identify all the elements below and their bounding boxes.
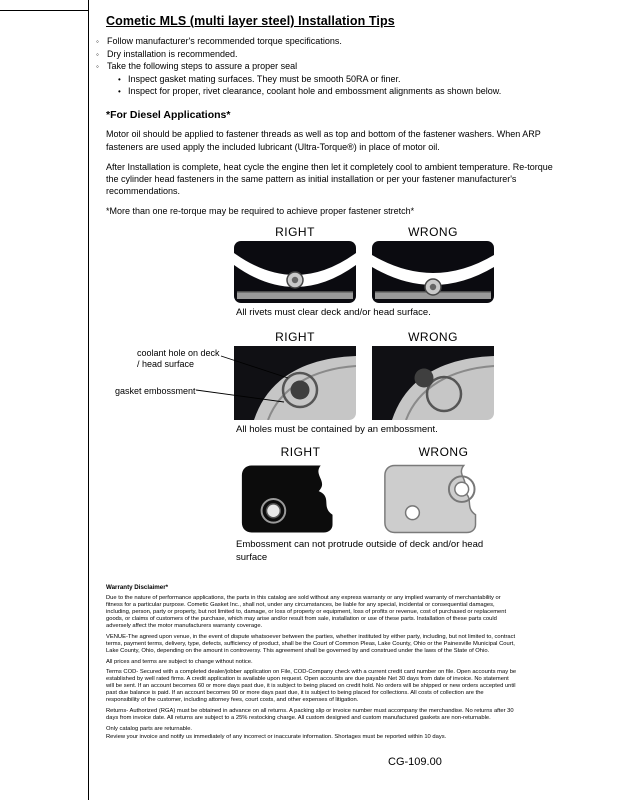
retorque-note: *More than one re-torque may be required to achieve proper fastener stretch* (106, 206, 415, 217)
page-content (96, 0, 556, 745)
gasket-embossment-callout: gasket embossment (115, 386, 196, 397)
right-label: RIGHT (280, 445, 321, 460)
figure-caption: Embossment can not protrude outside of deck and/or head surface (236, 539, 484, 563)
right-label: RIGHT (275, 330, 315, 345)
sub-tips-list (118, 74, 556, 97)
page-code: CG-109.00 (388, 756, 442, 768)
right-label: RIGHT (275, 225, 315, 240)
figure-images (234, 346, 510, 420)
warranty-paragraph: VENUE-The agreed upon venue, in the event of dispute whatsoever between the parties, whether instituted by either party, including, but not limited to, contract terms, payment terms, delivery, type, defects, sufficiency of product, shall be the Court of Common Pleas, Lake County, Ohio or the Painesville Municipal Court, Lake County, Ohio, depending on the amount in controversy. This agreement shall be governed by and construed under the laws of the State of Ohio. (106, 633, 516, 654)
page-title: Cometic MLS (multi layer steel) Installation Tips (106, 14, 395, 28)
warranty-section (106, 584, 518, 741)
warranty-paragraph: Only catalog parts are returnable. (106, 726, 193, 733)
embossment-containment-wrong-figure (372, 346, 494, 420)
embossment-containment-right-figure (234, 346, 356, 420)
open-bullet-icon: ◦ (96, 62, 99, 72)
top-margin-rule (0, 10, 88, 11)
list-item (96, 61, 556, 71)
coolant-hole-callout: coolant hole on deck / head surface (137, 348, 220, 370)
left-margin-rule (88, 0, 89, 800)
tip-text: Follow manufacturer's recommended torque specifications. (107, 36, 342, 46)
open-bullet-icon: ◦ (96, 49, 99, 59)
warranty-paragraph: Due to the nature of performance applications, the parts in this catalog are sold without any express warranty or any implied warranty of merchantability or fitness for a particular purpose. Cometic Gasket Inc., shall not, under any circumstances, be liable for any special, incidental or consequential damages, including, person, party or property, but not limited to, damage, or loss of property or equipment, loss of profits or revenue, cost of purchased or replacement goods, or claims of customers of the purchase, which may arise and/or result from sale, installation or use of these parts. Installation of these parts could adversely affect the motor manufacturers warranty coverage. (106, 594, 507, 629)
rivet-clearance-right-figure (234, 241, 356, 303)
wrong-label: WRONG (418, 445, 469, 460)
tips-list (96, 36, 556, 71)
figure-embossment-containment (115, 330, 510, 436)
warranty-paragraph: Review your invoice and notify us immediately of any incorrect or inaccurate information. Shortages must be reported within 10 days. (106, 734, 447, 741)
warranty-paragraph: Returns- Authorized (RGA) must be obtained in advance on all returns. A packing slip or invoice number must accompany the merchandise. No returns after 30 days from invoice date. All returns are subject to a 25% restocking charge. All custom designed and custom manufactured gaskets are non-returnable. (106, 708, 514, 722)
figure-embossment-protrusion (234, 445, 510, 564)
filled-bullet-icon: • (118, 74, 121, 84)
embossment-protrusion-right-figure (234, 461, 367, 535)
list-item (96, 36, 556, 46)
embossment-protrusion-wrong-figure (377, 461, 510, 535)
open-bullet-icon: ◦ (96, 37, 99, 46)
list-item (118, 74, 556, 84)
figure-labels (234, 330, 510, 344)
list-item (96, 49, 556, 59)
figure-labels (234, 445, 510, 459)
tip-text: Take the following steps to assure a proper seal (107, 61, 298, 72)
tip-text: Inspect for proper, rivet clearance, coolant hole and embossment alignments as shown below. (128, 86, 502, 97)
warranty-paragraph: All prices and terms are subject to change without notice. (106, 658, 253, 665)
figure-images (234, 461, 510, 535)
warranty-paragraph: Terms COD- Secured with a completed dealer/jobber application on File, COD-Company check with a current credit card number on file. Open accounts may be established by well rated firms. A credit application is available upon request. Open accounts are due payable Net 30 days from date of invoice. No statement will be sent. If an account becomes 60 or more days past due, it is subject to being placed on credit hold. No orders will be shipped or new orders accepted until past due balance is paid. If an account becomes 90 or more days past due, it is subject to being placed for collections. All costs of collection are the responsibility of the customer, including attorney fees, court costs, and other expenses of litigation. (106, 669, 517, 704)
tip-text: Inspect gasket mating surfaces. They must be smooth 50RA or finer. (128, 73, 401, 84)
figure-images (234, 241, 510, 303)
figure-labels (234, 225, 510, 239)
diesel-applications-heading: *For Diesel Applications* (106, 109, 231, 122)
warranty-heading: Warranty Disclaimer* (106, 583, 169, 591)
wrong-label: WRONG (408, 225, 458, 240)
list-item (118, 86, 556, 96)
figure-rivet-clearance (234, 225, 510, 318)
diesel-paragraph: Motor oil should be applied to fastener threads as well as top and bottom of the fastener washers. When ARP fasteners are used apply the included lubricant (Ultra-Torque®) in place of motor oil. (106, 129, 541, 152)
diesel-paragraph: After Installation is complete, heat cycle the engine then let it completely cool to ambient temperature. Re-torque the cylinder head fasteners in the same pattern as initial installation or per your fastener manufacturer's recommendations. (106, 161, 553, 196)
figure-caption: All rivets must clear deck and/or head surface. (236, 307, 431, 319)
wrong-label: WRONG (408, 330, 458, 345)
tip-text: Dry installation is recommended. (107, 48, 238, 59)
filled-bullet-icon: • (118, 87, 121, 97)
figure-caption: All holes must be contained by an embossment. (236, 424, 438, 436)
rivet-clearance-wrong-figure (372, 241, 494, 303)
